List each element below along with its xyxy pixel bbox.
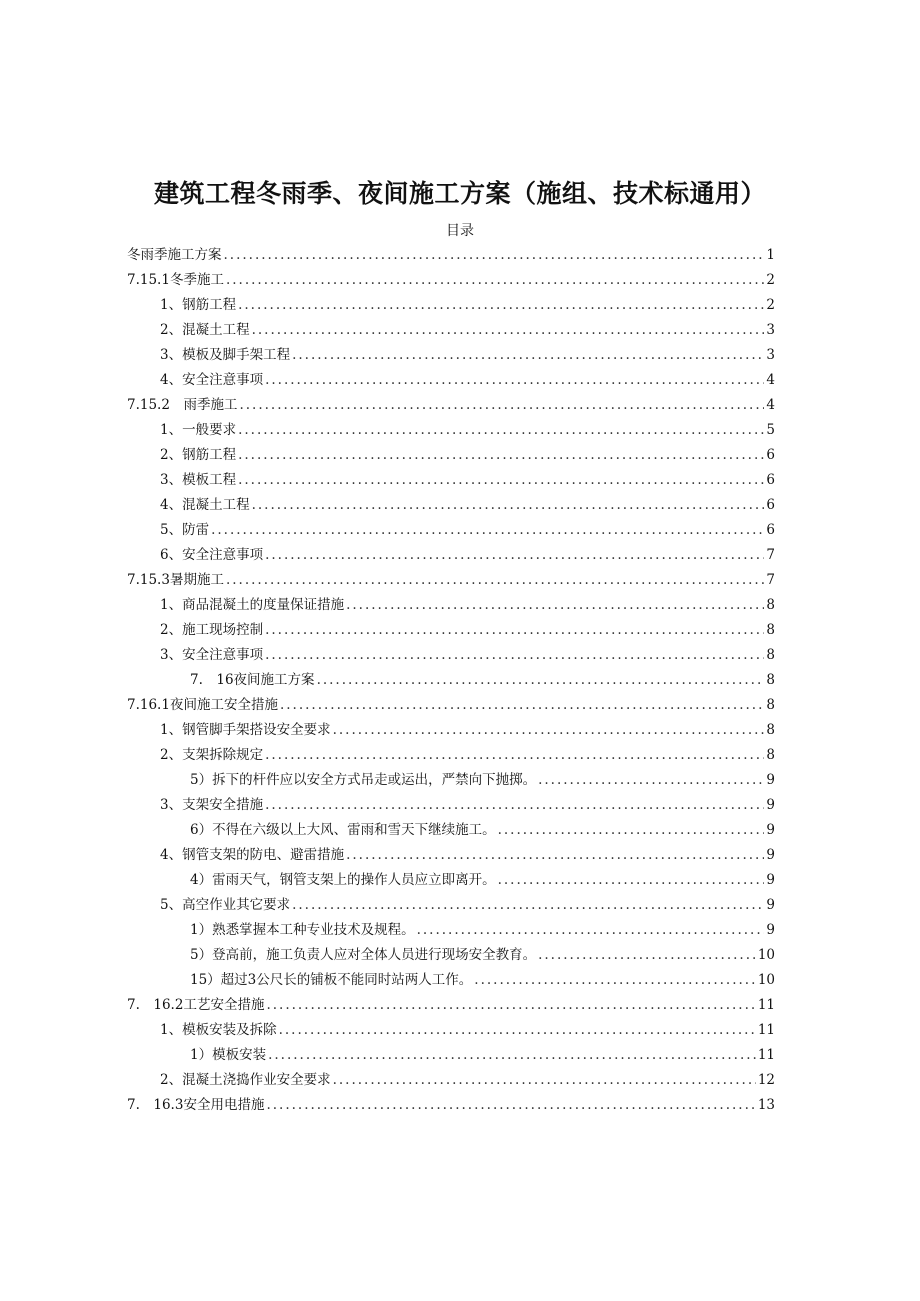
toc-entry[interactable]: 7. 16夜间施工方案 ..... 8	[190, 668, 775, 693]
toc-entry[interactable]: 2、钢筋工程 ..... 6	[160, 443, 775, 468]
toc-leader-dots	[346, 847, 764, 863]
toc-entry[interactable]: 7.15.3暑期施工 ..... 7	[127, 568, 775, 593]
toc-page-number: 9	[766, 922, 775, 938]
toc-leader-dots	[211, 522, 764, 538]
toc-entry[interactable]: 7. 16.2工艺安全措施 ..... 11	[127, 993, 775, 1018]
toc-page-number: 8	[766, 597, 775, 613]
toc-page-number: 8	[766, 722, 775, 738]
toc-page-number: 7	[766, 572, 775, 588]
toc-entry[interactable]: 1、钢筋工程 ..... 2	[160, 293, 775, 318]
toc-entry[interactable]: 1、一般要求 ..... 5	[160, 418, 775, 443]
toc-entry[interactable]: 7.15.2 雨季施工 ..... 4	[127, 393, 775, 418]
toc-leader-dots	[226, 572, 764, 588]
toc-entry[interactable]: 4）雷雨天气，钢管支架上的操作人员应立即离开。 ..... 9	[190, 868, 775, 893]
toc-leader-dots	[239, 397, 764, 413]
toc-leader-dots	[238, 472, 764, 488]
toc-leader-dots	[538, 947, 756, 963]
toc-page-number: 8	[766, 672, 775, 688]
toc-page-number: 11	[757, 1022, 775, 1038]
toc-entry[interactable]: 7. 16.3安全用电措施 ..... 13	[127, 1093, 775, 1118]
toc-entry[interactable]: 2、支架拆除规定 ..... 8	[160, 743, 775, 768]
toc-entry[interactable]: 5）拆下的杆件应以安全方式吊走或运出，严禁向下抛掷。 ..... 9	[190, 768, 775, 793]
toc-entry[interactable]: 5）登高前，施工负责人应对全体人员进行现场安全教育。 ..... 10	[190, 943, 775, 968]
toc-leader-dots	[346, 597, 764, 613]
toc-entry[interactable]: 1）模板安装 ..... 11	[190, 1043, 775, 1068]
toc-leader-dots	[498, 872, 765, 888]
toc-page-number: 9	[766, 872, 775, 888]
toc-leader-dots	[265, 747, 764, 763]
toc-leader-dots	[417, 922, 765, 938]
toc-leader-dots	[265, 547, 764, 563]
toc-leader-dots	[279, 1022, 756, 1038]
toc-entry[interactable]: 15）超过3公尺长的铺板不能同时站两人工作。 ..... 10	[190, 968, 775, 993]
toc-page-number: 9	[766, 822, 775, 838]
toc-entry[interactable]: 1、商品混凝土的度量保证措施 ..... 8	[160, 593, 775, 618]
toc-page-number: 1	[766, 247, 775, 263]
toc-page-number: 13	[757, 1097, 775, 1113]
toc-leader-dots	[266, 1097, 755, 1113]
toc-page-number: 4	[766, 372, 775, 388]
toc-entry[interactable]: 7.16.1夜间施工安全措施 ..... 8	[127, 693, 775, 718]
toc-entry[interactable]: 3、模板工程 ..... 6	[160, 468, 775, 493]
toc-page-number: 9	[766, 772, 775, 788]
toc-heading: 目录	[446, 223, 474, 239]
toc-page-number: 10	[757, 972, 775, 988]
toc-leader-dots	[238, 447, 764, 463]
toc-page-number: 9	[766, 797, 775, 813]
toc-leader-dots	[266, 997, 755, 1013]
toc-leader-dots	[292, 897, 764, 913]
toc-leader-dots	[280, 697, 764, 713]
toc-leader-dots	[238, 422, 764, 438]
toc-leader-dots	[474, 972, 756, 988]
toc-entry[interactable]: 6）不得在六级以上大风、雷雨和雪天下继续施工。 ..... 9	[190, 818, 775, 843]
toc-page-number: 6	[766, 472, 775, 488]
toc-leader-dots	[538, 772, 764, 788]
toc-entry[interactable]: 4、安全注意事项 ..... 4	[160, 368, 775, 393]
toc-entry[interactable]: 冬雨季施工方案 ..... 1	[127, 243, 775, 268]
toc-leader-dots	[224, 247, 765, 263]
toc-entry[interactable]: 3、模板及脚手架工程 ..... 3	[160, 343, 775, 368]
toc-page-number: 9	[766, 847, 775, 863]
document-title: 建筑工程冬雨季、夜间施工方案（施组、技术标通用）	[153, 179, 766, 208]
toc-entry[interactable]: 6、安全注意事项 ..... 7	[160, 543, 775, 568]
toc-page-number: 7	[766, 547, 775, 563]
toc-leader-dots	[265, 372, 764, 388]
toc-page-number: 12	[757, 1072, 775, 1088]
toc-leader-dots	[265, 622, 764, 638]
toc-page-number: 3	[766, 322, 775, 338]
toc-leader-dots	[498, 822, 765, 838]
toc-leader-dots	[268, 1047, 756, 1063]
toc-entry[interactable]: 4、混凝土工程 ..... 6	[160, 493, 775, 518]
toc-entry[interactable]: 1）熟悉掌握本工种专业技术及规程。 ..... 9	[190, 918, 775, 943]
toc-page-number: 8	[766, 647, 775, 663]
toc-entry[interactable]: 1、钢管脚手架搭设安全要求 ..... 8	[160, 718, 775, 743]
toc-entry[interactable]: 2、混凝土工程 ..... 3	[160, 318, 775, 343]
toc-leader-dots	[252, 497, 765, 513]
toc-entry[interactable]: 1、模板安装及拆除 ..... 11	[160, 1018, 775, 1043]
toc-page-number: 5	[766, 422, 775, 438]
toc-leader-dots	[317, 672, 765, 688]
toc-entry[interactable]: 5、防雷 ..... 6	[160, 518, 775, 543]
toc-leader-dots	[252, 322, 765, 338]
toc-page-number: 6	[766, 497, 775, 513]
toc-page-number: 6	[766, 447, 775, 463]
toc-leader-dots	[333, 722, 765, 738]
toc-entry[interactable]: 2、施工现场控制 ..... 8	[160, 618, 775, 643]
toc-page-number: 10	[757, 947, 775, 963]
toc-page-number: 8	[766, 697, 775, 713]
toc-page-number: 3	[766, 347, 775, 363]
toc-page-number: 11	[757, 997, 775, 1013]
toc-page-number: 2	[766, 297, 775, 313]
toc-page-number: 4	[766, 397, 775, 413]
toc-leader-dots	[238, 297, 764, 313]
toc-entry[interactable]: 3、支架安全措施 ..... 9	[160, 793, 775, 818]
toc-entry[interactable]: 5、高空作业其它要求 ..... 9	[160, 893, 775, 918]
toc-leader-dots	[292, 347, 764, 363]
toc-page-number: 11	[757, 1047, 775, 1063]
toc-entry[interactable]: 3、安全注意事项 ..... 8	[160, 643, 775, 668]
toc-entry[interactable]: 4、钢管支架的防电、避雷措施 ..... 9	[160, 843, 775, 868]
toc-page-number: 6	[766, 522, 775, 538]
toc-entry[interactable]: 7.15.1冬季施工 ..... 2	[127, 268, 775, 293]
toc-page-number: 9	[766, 897, 775, 913]
toc-leader-dots	[265, 647, 764, 663]
toc-page-number: 2	[766, 272, 775, 288]
toc-leader-dots	[265, 797, 764, 813]
toc-leader-dots	[226, 272, 764, 288]
toc-page-number: 8	[766, 622, 775, 638]
toc-entry[interactable]: 2、混凝土浇捣作业安全要求 ..... 12	[160, 1068, 775, 1093]
toc-page-number: 8	[766, 747, 775, 763]
toc-leader-dots	[333, 1072, 756, 1088]
